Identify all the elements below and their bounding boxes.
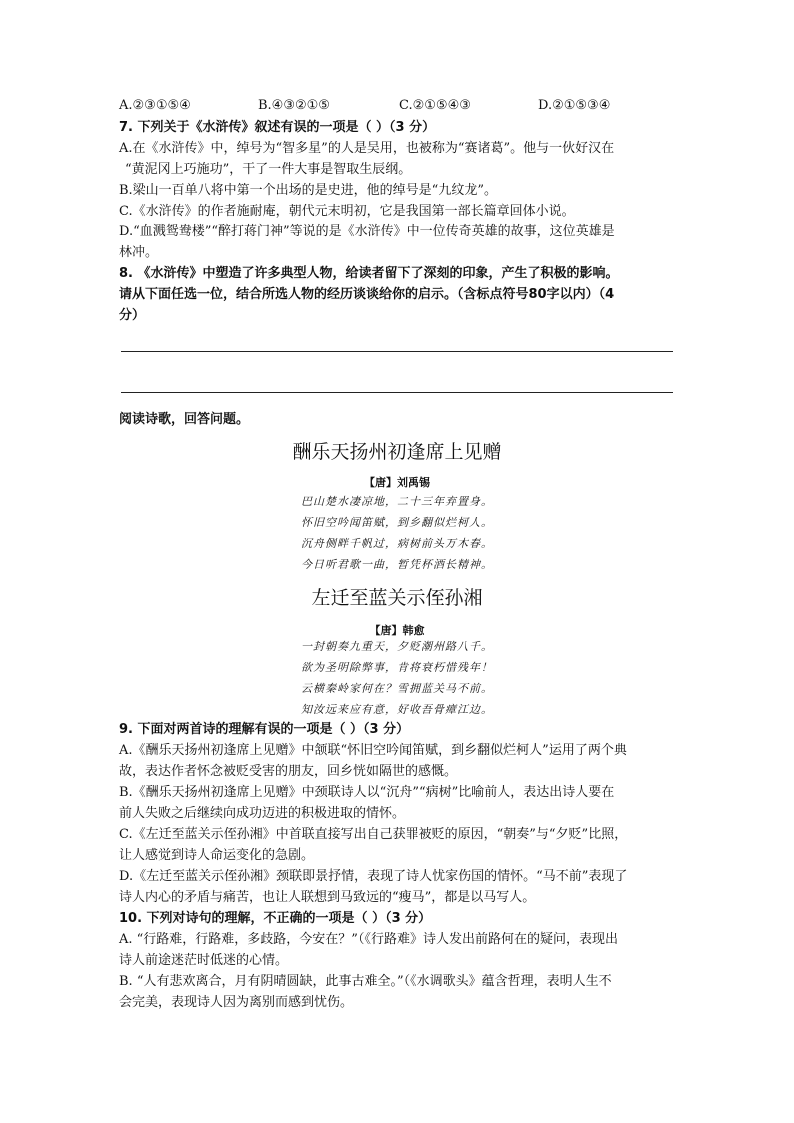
q8-stem-line2: 请从下面任选一位，结合所选人物的经历谈谈给你的启示。（含标点符号80字以内）（4 xyxy=(119,287,615,302)
q9-option-a-line1: A.《酬乐天扬州初逢席上见赠》中颔联“怀旧空吟闻笛赋，到乡翻似烂柯人”运用了两个典 xyxy=(119,743,627,758)
q7-option-c: C.《水浒传》的作者施耐庵，朝代元末明初，它是我国第一部长篇章回体小说。 xyxy=(119,204,575,219)
poem1-line: 怀旧空吟闻笛赋，到乡翻似烂柯人。 xyxy=(301,516,493,529)
q9-stem: 9. 下面对两首诗的理解有误的一项是（ ）（3 分） xyxy=(119,722,410,737)
q10-option-b-line2: 会完美，表现诗人因为离别而感到忧伤。 xyxy=(119,995,354,1010)
poem2-line: 欲为圣明除弊事，肯将衰朽惜残年！ xyxy=(301,661,493,674)
q10-option-b-line1: B. “人有悲欢离合，月有阴晴圆缺，此事古难全。”（《水调歌头》蕴含哲理，表明人生不 xyxy=(119,974,612,989)
q9-option-a-line2: 故，表达作者怀念被贬受害的朋友，回乡恍如隔世的感慨。 xyxy=(119,764,458,779)
answer-line-2[interactable] xyxy=(121,392,673,393)
poem2-title: 左迁至蓝关示侄孙湘 xyxy=(311,587,483,609)
q9-option-b-line1: B.《酬乐天扬州初逢席上见赠》中颈联诗人以“沉舟”“病树”比喻前人，表达出诗人要在 xyxy=(119,785,615,800)
q9-option-b-line2: 前人失败之后继续向成功迈进的积极进取的情怀。 xyxy=(119,806,406,821)
q9-option-c-line1: C.《左迁至蓝关示侄孙湘》中首联直接写出自己获罪被贬的原因，“朝奏”与“夕贬”比照， xyxy=(119,827,628,842)
q9-option-d-line2: 诗人内心的矛盾与痛苦，也让人联想到马致远的“瘦马”，都是以马写人。 xyxy=(119,890,536,905)
q7-option-a-line1: A.在《水浒传》中，绰号为“智多星”的人是吴用，也被称为“赛诸葛”。他与一伙好汉在 xyxy=(119,141,615,156)
q8-stem-line3: 分） xyxy=(119,308,146,323)
q6-option-d: D.②①⑤③④ xyxy=(538,98,611,113)
q7-option-d-line1: D.“血溅鸳鸯楼”“醉打蒋门神”等说的是《水浒传》中一位传奇英雄的故事，这位英雄是 xyxy=(119,224,615,239)
q9-option-c-line2: 让人感觉到诗人命运变化的急剧。 xyxy=(119,848,315,863)
poem1-author: 【唐】刘禹锡 xyxy=(364,476,430,489)
poem2-line: 云横秦岭家何在？雪拥蓝关马不前。 xyxy=(301,682,493,695)
poem2-line: 一封朝奏九重天，夕贬潮州路八千。 xyxy=(301,640,493,653)
q6-option-b: B.④③②①⑤ xyxy=(258,98,330,113)
poem2-author: 【唐】韩愈 xyxy=(369,624,425,637)
q8-stem-line1: 8. 《水浒传》中塑造了许多典型人物，给读者留下了深刻的印象，产生了积极的影响。 xyxy=(119,266,619,281)
reading-intro: 阅读诗歌，回答问题。 xyxy=(119,412,250,427)
poem1-line: 沉舟侧畔千帆过，病树前头万木春。 xyxy=(301,537,493,550)
q10-option-a-line1: A. “行路难，行路难，多歧路，今安在？”（《行路难》诗人发出前路何在的疑问，表现出 xyxy=(119,932,618,947)
answer-line-1[interactable] xyxy=(121,351,673,352)
q7-option-b: B.梁山一百单八将中第一个出场的是史进，他的绰号是“九纹龙”。 xyxy=(119,183,497,198)
q7-stem: 7. 下列关于《水浒传》叙述有误的一项是（ ）（3 分） xyxy=(119,120,436,135)
poem1-title: 酬乐天扬州初逢席上见赠 xyxy=(292,441,502,463)
q6-option-c: C.②①⑤④③ xyxy=(399,98,471,113)
q6-option-a: A.②③①⑤④ xyxy=(119,98,191,113)
q9-option-d-line1: D.《左迁至蓝关示侄孙湘》颈联即景抒情，表现了诗人忧家伤国的情怀。“马不前”表现了 xyxy=(119,869,628,884)
q10-stem: 10. 下列对诗句的理解，不正确的一项是（ ）（3 分） xyxy=(119,911,432,926)
poem1-line: 巴山楚水凄凉地，二十三年弃置身。 xyxy=(301,495,493,508)
poem2-line: 知汝远来应有意，好收吾骨瘴江边。 xyxy=(301,703,493,716)
q10-option-a-line2: 诗人前途迷茫时低迷的心情。 xyxy=(119,953,289,968)
poem1-line: 今日听君歌一曲，暂凭杯酒长精神。 xyxy=(301,558,493,571)
q7-option-a-line2: “黄泥冈上巧施功”，干了一件大事是智取生辰纲。 xyxy=(125,162,412,177)
q7-option-d-line2: 林冲。 xyxy=(119,245,159,260)
